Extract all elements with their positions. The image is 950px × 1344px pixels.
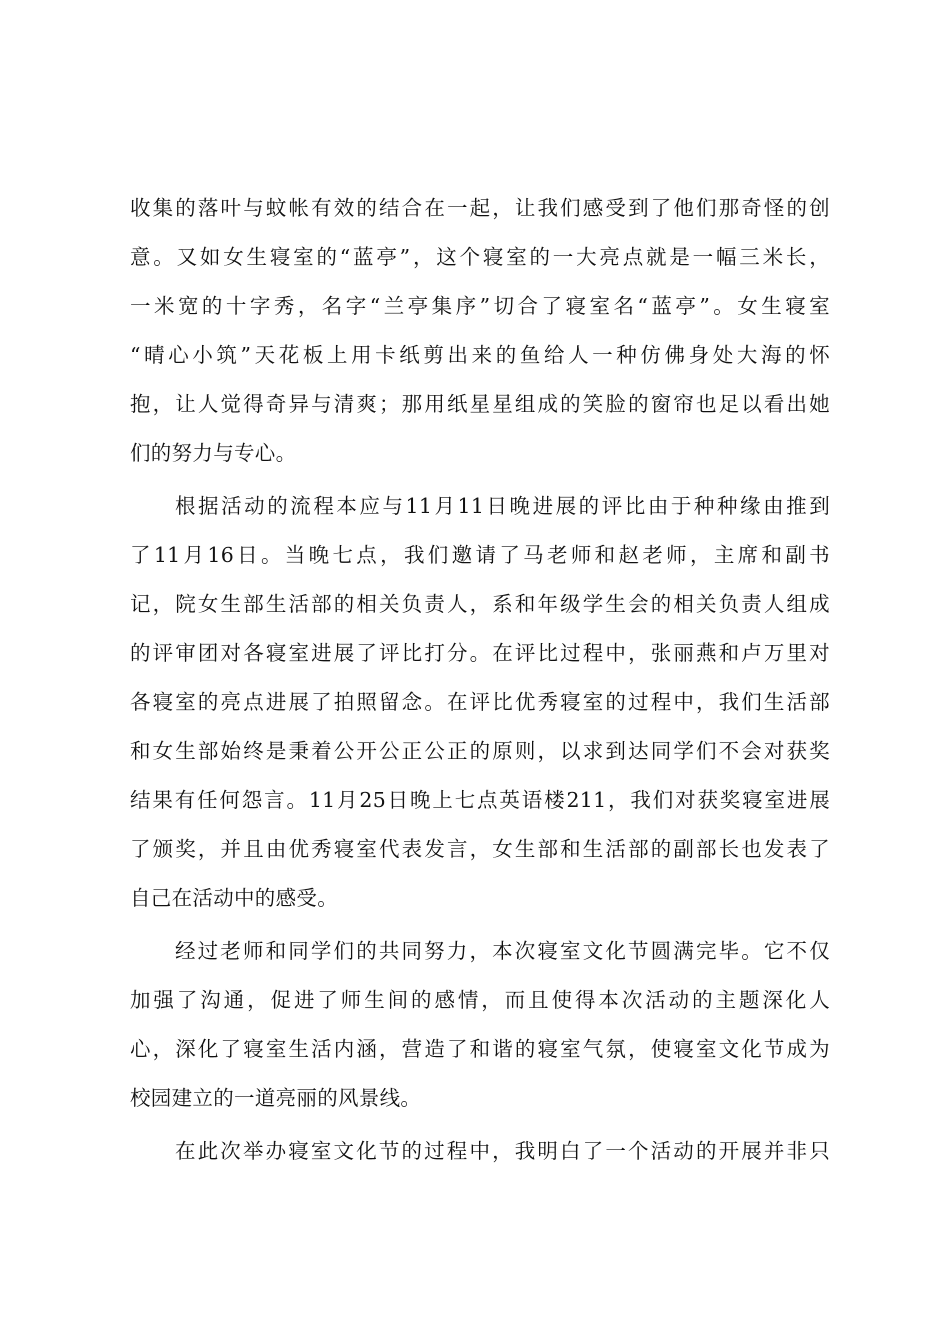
text-line: 的评审团对各寝室进展了评比打分。在评比过程中，张丽燕和卢万里对: [130, 641, 830, 665]
paragraph-first-line: 在此次举办寝室文化节的过程中，我明白了一个活动的开展并非只: [175, 1139, 830, 1163]
text-line: 收集的落叶与蚊帐有效的结合在一起，让我们感受到了他们那奇怪的创: [130, 196, 830, 220]
text-line: 意。又如女生寝室的“蓝亭”，这个寝室的一大亮点就是一幅三米长，: [130, 245, 830, 269]
text-line: 和女生部始终是秉着公开公正公正的原则，以求到达同学们不会对获奖: [130, 739, 830, 763]
text-line: 抱，让人觉得奇异与清爽；那用纸星星组成的笑脸的窗帘也足以看出她: [130, 392, 830, 416]
text-line: 们的努力与专心。: [130, 441, 297, 465]
paragraph-first-line: 经过老师和同学们的共同努力，本次寝室文化节圆满完毕。它不仅: [175, 939, 830, 963]
text-line: “晴心小筑”天花板上用卡纸剪出来的鱼给人一种仿佛身处大海的怀: [130, 343, 830, 367]
text-line: 结果有任何怨言。11月25日晚上七点英语楼211，我们对获奖寝室进展: [130, 788, 830, 812]
text-line: 自己在活动中的感受。: [130, 886, 338, 910]
text-line: 了颁奖，并且由优秀寝室代表发言，女生部和生活部的副部长也发表了: [130, 837, 830, 861]
text-line: 记，院女生部生活部的相关负责人，系和年级学生会的相关负责人组成: [130, 592, 830, 616]
text-line: 加强了沟通，促进了师生间的感情，而且使得本次活动的主题深化人: [130, 988, 830, 1012]
paragraph-first-line: 根据活动的流程本应与11月11日晚进展的评比由于种种缘由推到: [175, 494, 830, 518]
text-line: 一米宽的十字秀，名字“兰亭集序”切合了寝室名“蓝亭”。女生寝室: [130, 294, 830, 318]
text-line: 各寝室的亮点进展了拍照留念。在评比优秀寝室的过程中，我们生活部: [130, 690, 830, 714]
text-line: 了11月16日。当晚七点，我们邀请了马老师和赵老师，主席和副书: [130, 543, 830, 567]
text-line: 心，深化了寝室生活内涵，营造了和谐的寝室气氛，使寝室文化节成为: [130, 1037, 830, 1061]
text-line: 校园建立的一道亮丽的风景线。: [130, 1086, 422, 1110]
